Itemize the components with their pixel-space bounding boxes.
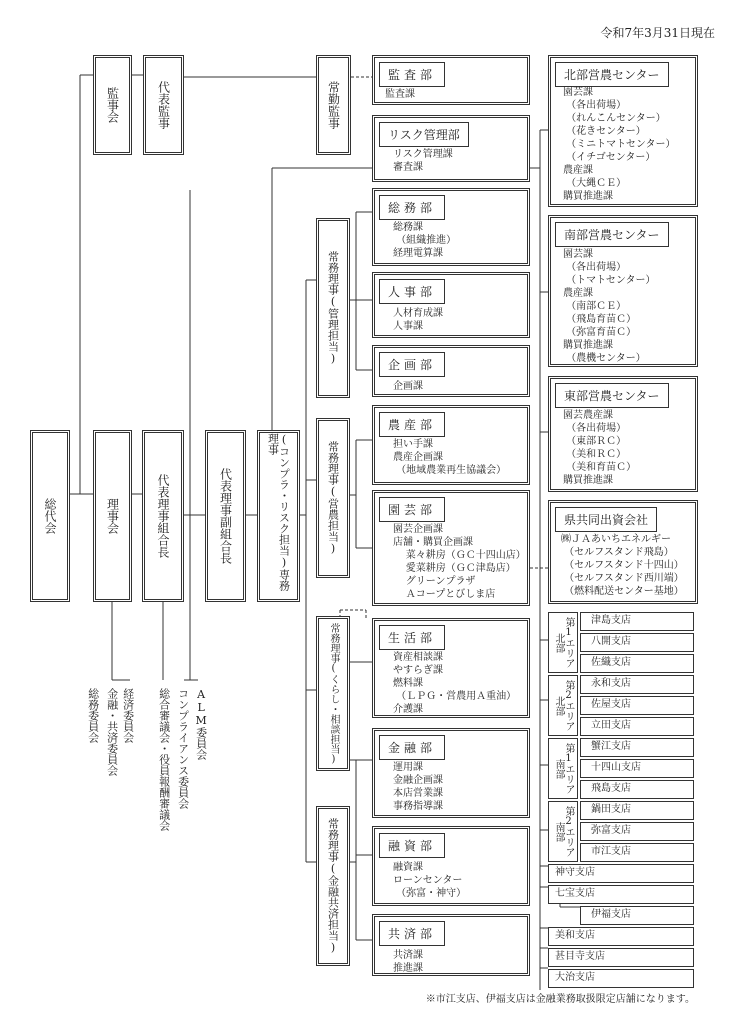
dept-yushi-body: 融資課 ローンセンター （弥富・神守） — [393, 862, 467, 899]
committee-kinyu-kyosai: 金融・共済委員会 — [105, 688, 119, 776]
joumu-kanri-label: 常務理事(管理担当) — [326, 251, 340, 365]
dept-soumu — [372, 188, 530, 266]
branch-saori: 佐織支店 — [580, 654, 694, 673]
kyodo-shusshi-body: ㈱ＪＡあいちエネルギー （セルフスタンド飛島） （セルフスタンド十四山） （セルフスタンド西川端） （燃料配送センター基地） — [561, 534, 684, 597]
branch-yatomi: 弥富支店 — [580, 822, 694, 841]
branch-eiwa: 永和支店 — [580, 675, 694, 694]
dept-kinyu-title: 金融部 — [379, 735, 445, 760]
center-toubu-body: 園芸農産課 （各出荷場） （東部ＲＣ） （美和ＲＣ） （美和育苗Ｃ） 購買推進課 — [563, 410, 637, 486]
as-of-date: 令和7年3月31日現在 — [600, 26, 715, 40]
dept-nousan-body: 担い手課 農産企画課 （地域農業再生協議会） — [393, 439, 507, 476]
dept-seikatsu-title: 生活部 — [379, 625, 445, 650]
dept-yushi — [372, 826, 530, 906]
branch-hachikai: 八開支店 — [580, 633, 694, 652]
kansa-kai-label: 監事会 — [105, 87, 120, 123]
dept-kinyu-body: 運用課 金融企画課 本店営業課 事務指導課 — [393, 762, 443, 812]
fuku-kumiaicho-label: 代表理事副組合長 — [218, 468, 233, 564]
dept-yushi-title: 融資部 — [379, 833, 445, 858]
branch-jimokuji: 甚目寺支店 — [548, 948, 694, 967]
dept-kikaku-title: 企画部 — [379, 352, 445, 377]
joumu-kurashi-label: 常務理事(くらし・相談担当) — [328, 622, 339, 765]
kansa-kai-box — [93, 55, 132, 155]
rijikai-label: 理事会 — [105, 498, 120, 534]
dept-kyosai-title: 共済部 — [379, 921, 445, 946]
dept-seikatsu — [372, 618, 530, 718]
center-hokubu-body: 園芸課 （各出荷場） （れんこんセンター） （花きセンター） （ミニトマトセンター） （イチゴセンター） 農産課 （大縄ＣＥ） 購買推進課 — [563, 87, 676, 202]
branch-ichie: 市江支店 — [580, 843, 694, 862]
joumu-kurashi-box — [316, 616, 350, 771]
branch-jushiyama: 十四山支店 — [580, 759, 694, 778]
dept-nousan-title: 農産部 — [379, 412, 445, 437]
committee-somu: 総務委員会 — [86, 688, 100, 743]
dept-kinyu — [372, 728, 530, 818]
dept-engei — [372, 490, 530, 606]
branch-ifuku: 伊福支店 — [580, 906, 694, 925]
dept-kikaku-body: 企画課 — [393, 381, 423, 392]
jokin-kanji-box — [316, 55, 351, 155]
committee-shingikai: 総合審議会・役員報酬審議会 — [157, 688, 171, 831]
dept-risk-body: リスク管理課 審査課 — [393, 149, 453, 173]
dept-soumu-title: 総務部 — [379, 195, 445, 220]
dept-engei-body: 園芸企画課 店舗・購買企画課 菜々耕房（ＧＣ十四山店） 愛菜耕房（ＧＣ津島店） グリーンプラザ Ａコープとびしま店 — [393, 524, 526, 600]
branch-oharu: 大治支店 — [548, 969, 694, 988]
committee-compliance: コンプライアンス委員会 — [176, 688, 190, 809]
branch-miwa: 美和支店 — [548, 927, 694, 946]
jokin-kanji-label: 常勤監事 — [326, 81, 341, 129]
dept-kansa — [372, 55, 530, 105]
kyodo-shusshi — [548, 500, 698, 604]
center-hokubu-title: 北部営農センター — [555, 62, 669, 87]
center-toubu — [548, 376, 698, 492]
branch-nabeta: 鍋田支店 — [580, 801, 694, 820]
center-toubu-title: 東部営農センター — [555, 383, 669, 408]
branch-tsushima: 津島支店 — [580, 612, 694, 631]
kumiaicho-label: 代表理事組合長 — [156, 474, 170, 558]
branch-tobishima: 飛島支店 — [580, 780, 694, 799]
dept-kansa-title: 監査部 — [379, 62, 445, 87]
branch-kanie: 蟹江支店 — [580, 738, 694, 757]
area-1-south-label: 第1エリア南部 — [553, 743, 574, 794]
branch-shippo: 七宝支店 — [548, 885, 694, 904]
dept-kyosai — [372, 914, 530, 976]
area-1-south — [548, 738, 578, 799]
committee-alm: ALM委員会 — [194, 688, 208, 760]
dept-kansa-body: 監査課 — [385, 89, 415, 100]
dept-engei-title: 園芸部 — [379, 497, 445, 522]
dept-jinji-body: 人材育成課 人事課 — [393, 308, 443, 332]
dept-soumu-body: 総務課 （組織推進） 経理電算課 — [393, 222, 457, 259]
dept-jinji-title: 人事部 — [379, 279, 445, 304]
kyodo-shusshi-title: 県共同出資会社 — [555, 507, 657, 532]
sodaikai-label: 総代会 — [43, 498, 57, 534]
joumu-kanri-box — [316, 218, 350, 398]
dept-risk-title: リスク管理部 — [379, 122, 469, 147]
area-2-north — [548, 675, 578, 736]
senmu-box — [257, 430, 300, 602]
dept-kyosai-body: 共済課 推進課 — [393, 950, 423, 974]
branch-kamori: 神守支店 — [548, 864, 694, 883]
sodaikai-box — [30, 430, 70, 602]
area-1-north — [548, 612, 578, 673]
area-1-north-label: 第1エリア北部 — [553, 617, 574, 668]
center-nanbu-title: 南部営農センター — [555, 222, 669, 247]
joumu-kinyu-label: 常務理事(金融共済担当) — [326, 818, 340, 954]
footnote: ※市江支店、伊福支店は金融業務取扱限定店舗になります。 — [425, 994, 695, 1005]
dept-kikaku — [372, 345, 530, 397]
kumiaicho-box — [142, 430, 184, 602]
senmu-label: (コンプラ・リスク担当)専務理事 — [266, 433, 291, 591]
area-2-south-label: 第2エリア南部 — [553, 806, 574, 857]
dept-seikatsu-body: 資産相談課 やすらぎ課 燃料課 （ＬＰＧ・営農用Ａ重油） 介護課 — [393, 652, 517, 715]
center-nanbu — [548, 215, 698, 367]
joumu-einou-box — [316, 418, 350, 578]
daihyo-kanji-label: 代表監事 — [156, 81, 171, 129]
committee-keizai: 経済委員会 — [121, 688, 135, 743]
joumu-kinyu-box — [316, 806, 350, 966]
dept-nousan — [372, 405, 530, 485]
area-2-south — [548, 801, 578, 862]
dept-risk — [372, 115, 530, 182]
branch-saya: 佐屋支店 — [580, 696, 694, 715]
rijikai-box — [93, 430, 132, 602]
joumu-einou-label: 常務理事(営農担当) — [326, 441, 340, 555]
branch-tatsuta: 立田支店 — [580, 717, 694, 736]
area-2-north-label: 第2エリア北部 — [553, 680, 574, 731]
center-hokubu — [548, 55, 698, 207]
fuku-kumiaicho-box — [205, 430, 246, 602]
daihyo-kanji-box — [143, 55, 184, 155]
center-nanbu-body: 園芸課 （各出荷場） （トマトセンター） 農産課 （南部ＣＥ） （飛島育苗Ｃ） （弥富育苗Ｃ） 購買推進課 （農機センター） — [563, 249, 656, 364]
dept-jinji — [372, 272, 530, 338]
